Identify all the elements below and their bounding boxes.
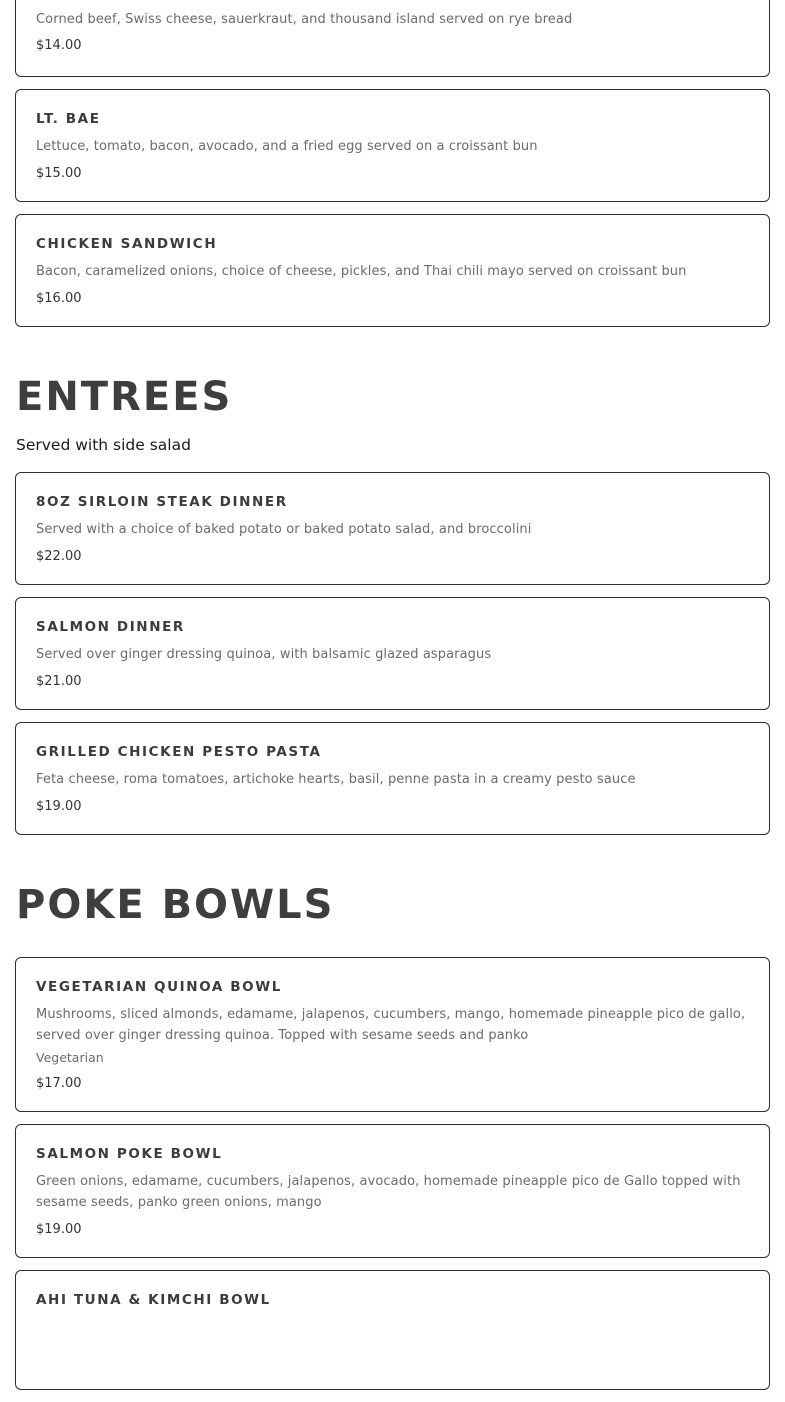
item-description: Served over ginger dressing quinoa, with balsamic glazed asparagus	[36, 647, 492, 662]
item-price: $19.00	[36, 799, 82, 814]
entrees-section	[0, 373, 785, 835]
item-name: SALMON POKE BOWL	[36, 1146, 223, 1162]
item-description: Lettuce, tomato, bacon, avocado, and a fried egg served on a croissant bun	[36, 139, 538, 154]
item-price: $17.00	[36, 1076, 82, 1091]
menu-item-card[interactable]	[15, 89, 770, 202]
section-title: POKE BOWLS	[16, 882, 335, 928]
item-name: 8OZ SIRLOIN STEAK DINNER	[36, 494, 288, 510]
item-name: GRILLED CHICKEN PESTO PASTA	[36, 744, 322, 760]
section-subtitle: Served with side salad	[16, 436, 191, 454]
item-description: Mushrooms, sliced almonds, edamame, jalapenos, cucumbers, mango, homemade pineapple pico de gallo, served over ginger dressing quinoa. Topped with sesame seeds and panko	[36, 1007, 746, 1043]
item-price: $22.00	[36, 549, 82, 564]
item-name: SALMON DINNER	[36, 619, 185, 635]
menu-item-card[interactable]	[15, 1124, 770, 1258]
item-price: $14.00	[36, 38, 82, 53]
item-name: CHICKEN SANDWICH	[36, 236, 218, 252]
menu-item-card[interactable]	[15, 0, 770, 77]
item-name: AHI TUNA & KIMCHI BOWL	[36, 1292, 271, 1308]
item-description: Feta cheese, roma tomatoes, artichoke hearts, basil, penne pasta in a creamy pesto sauce	[36, 772, 636, 787]
poke-bowls-section	[0, 881, 785, 1390]
item-name: LT. BAE	[36, 111, 101, 127]
item-name: VEGETARIAN QUINOA BOWL	[36, 979, 282, 995]
section-title: ENTREES	[16, 374, 233, 420]
item-description: Bacon, caramelized onions, choice of cheese, pickles, and Thai chili mayo served on croissant bun	[36, 264, 687, 279]
item-description: Served with a choice of baked potato or baked potato salad, and broccolini	[36, 522, 532, 537]
dietary-tag: Vegetarian	[36, 1050, 104, 1065]
item-price: $19.00	[36, 1222, 82, 1237]
item-price: $16.00	[36, 291, 82, 306]
menu-item-card[interactable]	[15, 722, 770, 835]
menu-item-card[interactable]	[15, 957, 770, 1112]
item-price: $15.00	[36, 166, 82, 181]
menu-item-card[interactable]	[15, 1270, 770, 1390]
item-description: Green onions, edamame, cucumbers, jalapenos, avocado, homemade pineapple pico de Gallo topped with sesame seeds, panko green onions, mango	[36, 1174, 741, 1210]
menu-item-card[interactable]	[15, 597, 770, 710]
menu-item-card[interactable]	[15, 472, 770, 585]
item-description: Corned beef, Swiss cheese, sauerkraut, and thousand island served on rye bread	[36, 12, 573, 27]
item-price: $21.00	[36, 674, 82, 689]
menu-item-card[interactable]	[15, 214, 770, 327]
